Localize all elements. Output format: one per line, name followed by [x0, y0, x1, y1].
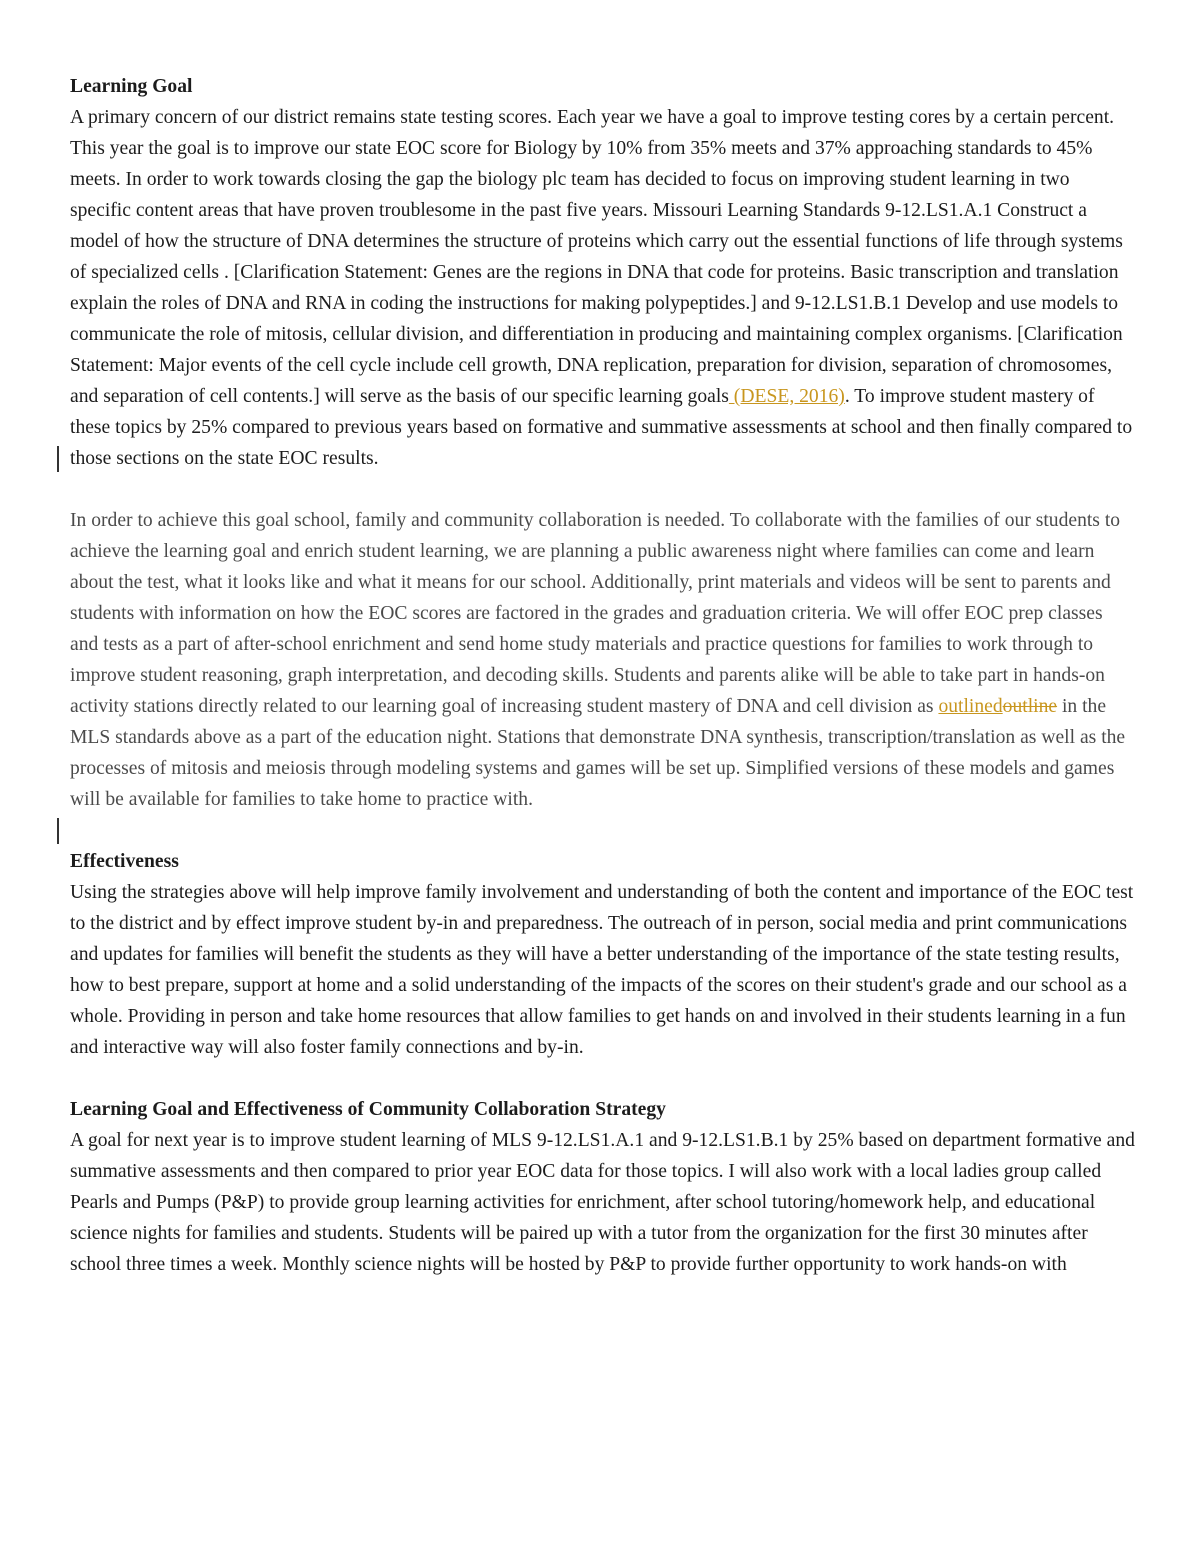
section-heading-learning-goal: Learning Goal: [70, 76, 193, 97]
community-paragraph: A goal for next year is to improve student learning of MLS 9-12.LS1.A.1 and 9-12.LS1.B.1 by 25% based on department formative and summative assessments and then compared to prior year EOC data for those topics. I will also work with a local ladies group called Pearls and Pumps (P&P) to provide group learning activities for enrichment, after school tutoring/homework help, and educational science nights for families and students. Students will be paired up with a tutor from the organization for the first 30 minutes after school three times a week. Monthly science nights will be hosted by P&P to provide further opportunity to work hands-on with: [70, 1130, 1135, 1275]
change-bar: [57, 818, 59, 844]
change-bar: [57, 446, 59, 472]
learning-goal-text: A primary concern of our district remains state testing scores. Each year we have a goal to improve testing cores by a certain percent. This year the goal is to improve our state EOC score for Biology by 10% from 35% meets and 37% approaching standards to 45% meets. In order to work towards closing the gap the biology plc team has decided to focus on improving student learning in two specific content areas that have proven troublesome in the past five years. Missouri Learning Standards 9-12.LS1.A.1 Construct a model of how the structure of DNA determines the structure of proteins which carry out the essential functions of life through systems of specialized cells . [Clarification Statement: Genes are the regions in DNA that code for proteins. Basic transcription and translation explain the roles of DNA and RNA in coding the instructions for making polypeptides.] and 9-12.LS1.B.1 Develop and use models to communicate the role of mitosis, cellular division, and differentiation in producing and maintaining complex organisms. [Clarification Statement: Major events of the cell cycle include cell growth, DNA replication, preparation for division, separation of chromosomes, and separation of cell contents.] will serve as the basis of our specific learning goals: [70, 107, 1123, 407]
collaboration-text-end: in the MLS standards above as a part of the education night. Stations that demonstrate DNA synthesis, transcription/translation as well as the processes of mitosis and meiosis through modeling systems and games will be set up. Simplified versions of these models and games will be available for families to take home to practice with.: [70, 696, 1126, 810]
blank-line: [70, 815, 1135, 846]
collaboration-paragraph: [70, 505, 1135, 815]
effectiveness-paragraph: Using the strategies above will help improve family involvement and understanding of both the content and importance of the EOC test to the district and by effect improve student by-in and preparedness. The outreach of in person, social media and print communications and updates for families will benefit the students as they will have a better understanding of the importance of the state testing results, how to best prepare, support at home and a solid understanding of the impacts of the scores on their student's grade and our school as a whole. Providing in person and take home resources that allow families to get hands on and involved in their students learning in a fun and interactive way will also foster family connections and by-in.: [70, 882, 1134, 1058]
blank-line: [70, 474, 1135, 505]
document-page: [70, 71, 1135, 1280]
collaboration-text: In order to achieve this goal school, family and community collaboration is needed. To collaborate with the families of our students to achieve the learning goal and enrich student learning, we are planning a public awareness night where families can come and learn about the test, what it looks like and what it means for our school. Additionally, print materials and videos will be sent to parents and students with information on how the EOC scores are factored in the grades and graduation criteria. We will offer EOC prep classes and tests as a part of after-school enrichment and send home study materials and practice questions for families to work through to improve student reasoning, graph interpretation, and decoding skills. Students and parents alike will be able to take part in hands-on activity stations directly related to our learning goal of increasing student mastery of DNA and cell division as: [70, 510, 1121, 717]
citation-insertion[interactable]: (DESE, 2016): [728, 386, 845, 407]
blank-line: [70, 1063, 1135, 1094]
tracked-insertion[interactable]: outlined: [938, 696, 1003, 717]
section-heading-effectiveness: Effectiveness: [70, 851, 179, 872]
section-heading-community-collaboration: Learning Goal and Effectiveness of Community Collaboration Strategy: [70, 1099, 666, 1120]
learning-goal-paragraph: [70, 102, 1135, 474]
learning-goal-text-end: . To improve student mastery of these topics by 25% compared to previous years based on formative and summative assessments at school and then finally compared to those sections on the state EOC results.: [70, 386, 1133, 469]
tracked-deletion[interactable]: outline: [1002, 696, 1058, 717]
